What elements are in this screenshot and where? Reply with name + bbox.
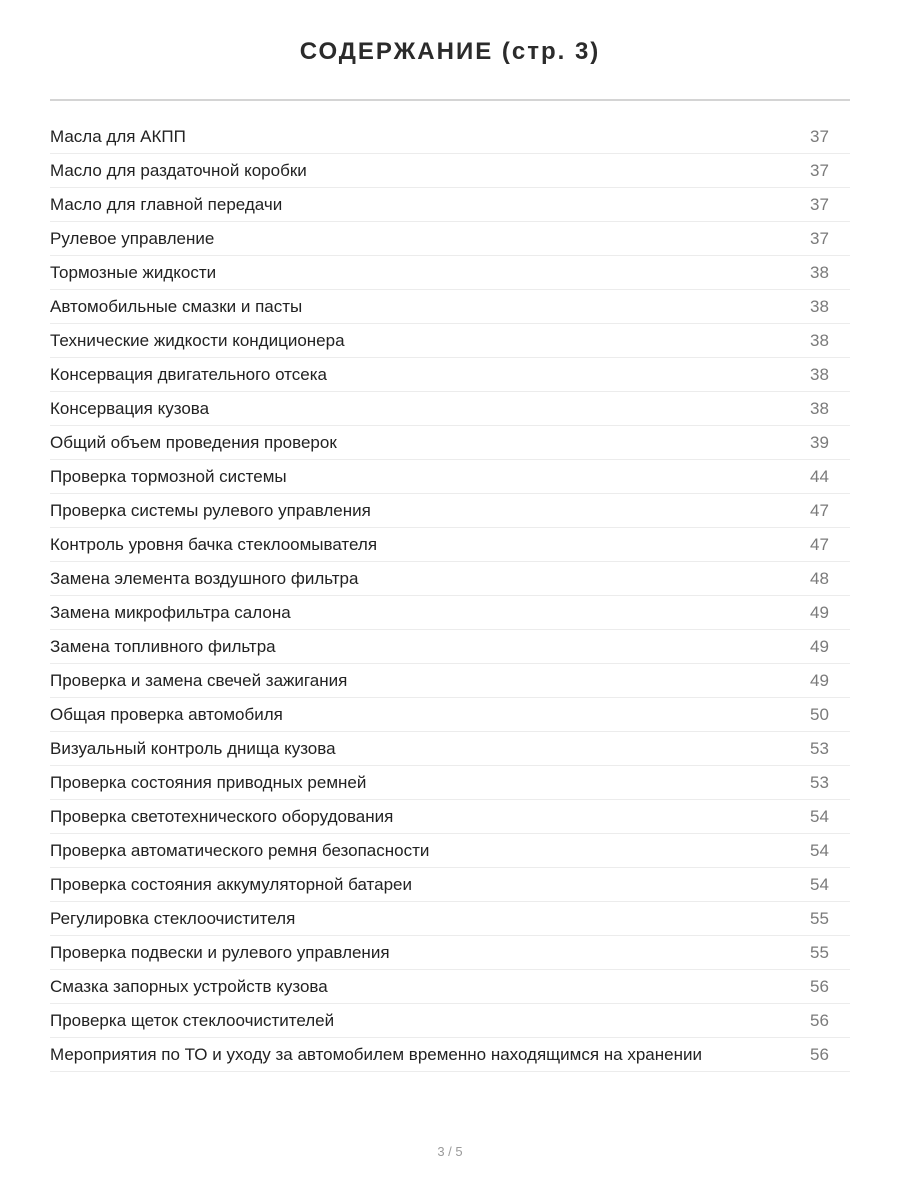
toc-entry-page: 53	[810, 738, 829, 758]
toc-entry[interactable]	[50, 936, 850, 970]
toc-entry-title: Замена микрофильтра салона	[50, 602, 291, 622]
toc-entry-title: Замена элемента воздушного фильтра	[50, 568, 359, 588]
toc-entry[interactable]	[50, 1038, 850, 1072]
toc-entry[interactable]	[50, 800, 850, 834]
toc-entry-page: 54	[810, 806, 829, 826]
toc-entry-page: 47	[810, 500, 829, 520]
page-indicator: 3 / 5	[437, 1144, 463, 1159]
toc-entry-page: 37	[810, 228, 829, 248]
toc-entry-title: Проверка автоматического ремня безопасности	[50, 840, 430, 860]
toc-entry[interactable]	[50, 494, 850, 528]
toc-entry-page: 55	[810, 908, 829, 928]
toc-entry-page: 53	[810, 772, 829, 792]
toc-entry-title: Масла для АКПП	[50, 126, 186, 146]
toc-entry[interactable]	[50, 256, 850, 290]
toc-entry-title: Проверка и замена свечей зажигания	[50, 670, 348, 690]
toc-entry[interactable]	[50, 460, 850, 494]
toc-entry-title: Рулевое управление	[50, 228, 215, 248]
toc-entry-title: Замена топливного фильтра	[50, 636, 276, 656]
toc-entry-page: 38	[810, 296, 829, 316]
toc-entry[interactable]	[50, 154, 850, 188]
toc-entry[interactable]	[50, 732, 850, 766]
toc-entry[interactable]	[50, 766, 850, 800]
toc-entry-page: 56	[810, 1010, 829, 1030]
toc-entry[interactable]	[50, 868, 850, 902]
toc-entry-page: 38	[810, 398, 829, 418]
toc-entry-page: 38	[810, 330, 829, 350]
toc-entry[interactable]	[50, 664, 850, 698]
toc-entry-page: 38	[810, 262, 829, 282]
table-of-contents	[50, 120, 850, 1072]
toc-entry-page: 37	[810, 194, 829, 214]
toc-entry-title: Смазка запорных устройств кузова	[50, 976, 328, 996]
title-divider	[50, 99, 850, 101]
toc-entry[interactable]	[50, 630, 850, 664]
toc-entry-title: Общая проверка автомобиля	[50, 704, 283, 724]
toc-entry-title: Тормозные жидкости	[50, 262, 217, 282]
toc-entry-page: 49	[810, 670, 829, 690]
toc-entry-title: Регулировка стеклоочистителя	[50, 908, 296, 928]
toc-entry[interactable]	[50, 698, 850, 732]
toc-entry-page: 44	[810, 466, 829, 486]
toc-entry-page: 56	[810, 1044, 829, 1064]
toc-entry[interactable]	[50, 290, 850, 324]
toc-entry[interactable]	[50, 970, 850, 1004]
toc-entry-title: Масло для главной передачи	[50, 194, 283, 214]
toc-entry-title: Проверка состояния приводных ремней	[50, 772, 367, 792]
toc-entry[interactable]	[50, 222, 850, 256]
toc-entry-page: 50	[810, 704, 829, 724]
toc-entry-title: Общий объем проведения проверок	[50, 432, 337, 452]
toc-entry-title: Проверка состояния аккумуляторной батареи	[50, 874, 412, 894]
toc-entry-page: 54	[810, 874, 829, 894]
toc-entry-page: 56	[810, 976, 829, 996]
toc-entry[interactable]	[50, 562, 850, 596]
toc-entry[interactable]	[50, 902, 850, 936]
toc-entry[interactable]	[50, 188, 850, 222]
toc-entry[interactable]	[50, 120, 850, 154]
toc-entry-page: 49	[810, 602, 829, 622]
toc-entry[interactable]	[50, 834, 850, 868]
toc-entry-title: Консервация кузова	[50, 398, 210, 418]
toc-entry-title: Проверка подвески и рулевого управления	[50, 942, 390, 962]
toc-entry-page: 37	[810, 160, 829, 180]
toc-entry-title: Мероприятия по ТО и уходу за автомобилем временно находящимся на хранении	[50, 1044, 702, 1064]
toc-entry-page: 55	[810, 942, 829, 962]
page-title: СОДЕРЖАНИЕ (стр. 3)	[299, 38, 601, 65]
toc-entry-title: Проверка светотехнического оборудования	[50, 806, 394, 826]
toc-entry[interactable]	[50, 324, 850, 358]
toc-entry-page: 49	[810, 636, 829, 656]
toc-entry[interactable]	[50, 596, 850, 630]
toc-entry-title: Проверка системы рулевого управления	[50, 500, 371, 520]
toc-entry-title: Автомобильные смазки и пасты	[50, 296, 303, 316]
toc-entry-title: Проверка тормозной системы	[50, 466, 287, 486]
toc-entry-page: 39	[810, 432, 829, 452]
toc-entry[interactable]	[50, 1004, 850, 1038]
toc-entry-title: Контроль уровня бачка стеклоомывателя	[50, 534, 378, 554]
toc-entry-page: 54	[810, 840, 829, 860]
toc-entry[interactable]	[50, 358, 850, 392]
toc-entry-title: Технические жидкости кондиционера	[50, 330, 345, 350]
toc-entry[interactable]	[50, 528, 850, 562]
toc-entry-page: 48	[810, 568, 829, 588]
toc-entry-title: Визуальный контроль днища кузова	[50, 738, 336, 758]
toc-entry-page: 37	[810, 126, 829, 146]
toc-entry-title: Проверка щеток стеклоочистителей	[50, 1010, 335, 1030]
toc-entry[interactable]	[50, 426, 850, 460]
toc-entry-title: Масло для раздаточной коробки	[50, 160, 307, 180]
toc-entry[interactable]	[50, 392, 850, 426]
toc-entry-title: Консервация двигательного отсека	[50, 364, 327, 384]
toc-entry-page: 47	[810, 534, 829, 554]
toc-entry-page: 38	[810, 364, 829, 384]
